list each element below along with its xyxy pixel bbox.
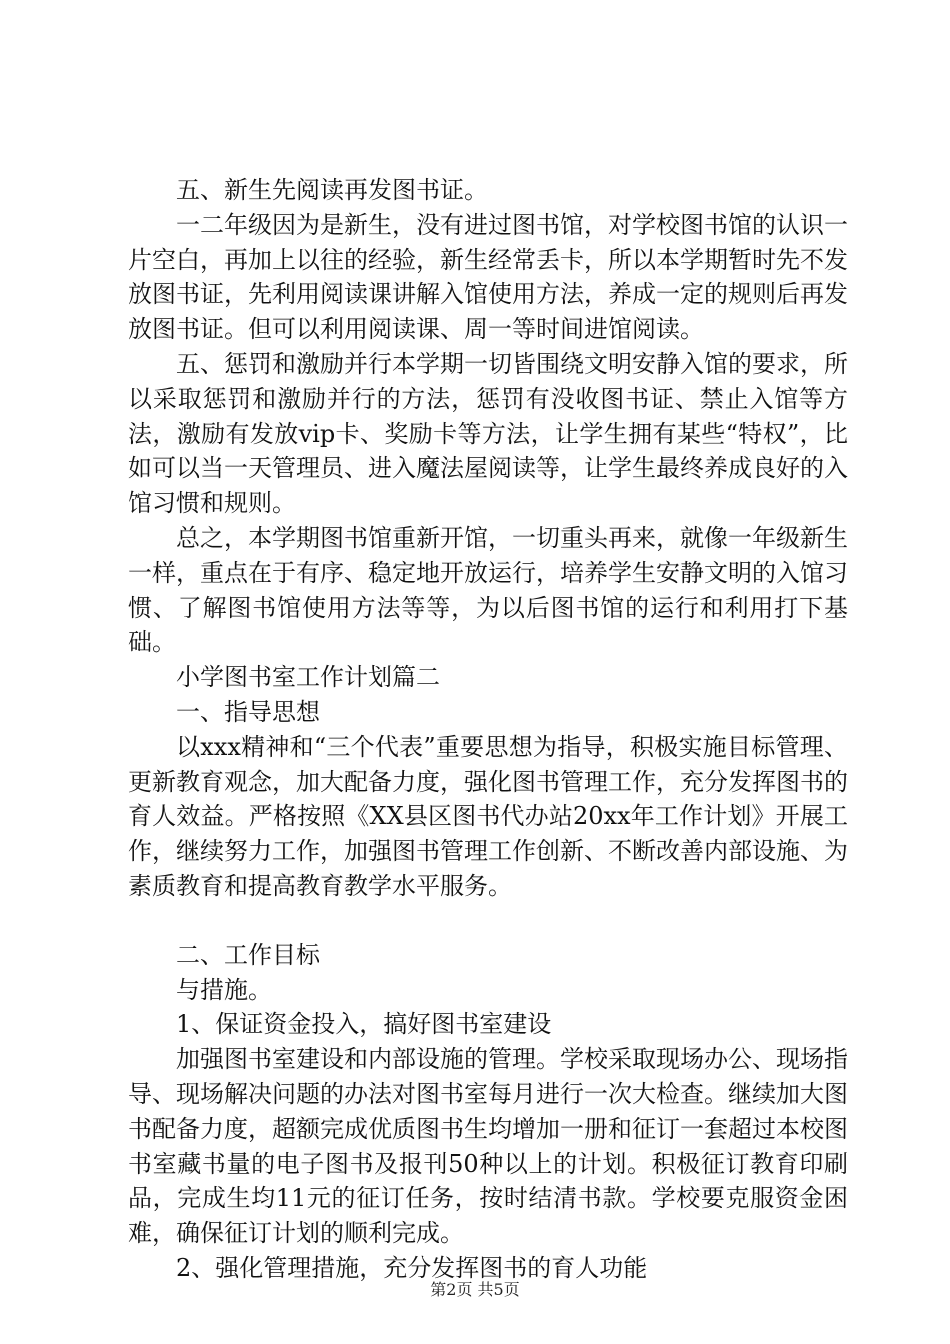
paragraph-guiding-thought: 以xxx精神和“三个代表”重要思想为指导，积极实施目标管理、更新教育观念，加大配备力度，强化图书管理工作，充分发挥图书的育人效益。严格按照《XX县区图书代办站20xx年工作计划》开展工作，继续努力工作，加强图书管理工作创新、不断改善内部设施、为素质教育和提高教育教学水平服务。: [128, 732, 848, 900]
paragraph-summary: 总之，本学期图书馆重新开馆，一切重头再来，就像一年级新生一样，重点在于有序、稳定地开放运行，培养学生安静文明的入馆习惯、了解图书馆使用方法等等，为以后图书馆的运行和利用打下基础。: [128, 523, 848, 657]
document-body: [128, 173, 848, 1286]
heading-guiding-thought: 一、指导思想: [176, 697, 320, 726]
paragraph-new-student-body: 一二年级因为是新生，没有进过图书馆，对学校图书馆的认识一片空白，再加上以往的经验，新生经常丢卡，所以本学期暂时先不发放图书证，先利用阅读课讲解入馆使用方法，养成一定的规则后再发放图书证。但可以利用阅读课、周一等时间进馆阅读。: [128, 210, 848, 344]
heading-management: 2、强化管理措施，充分发挥图书的育人功能: [176, 1253, 648, 1282]
paragraph-spacer: [128, 904, 848, 938]
page-footer: 第2页 共5页: [430, 1280, 520, 1299]
section-title-part-two: 小学图书室工作计划篇二: [176, 663, 440, 692]
paragraph-funding: 加强图书室建设和内部设施的管理。学校采取现场办公、现场指导、现场解决问题的办法对图书室每月进行一次大检查。继续加大图书配备力度，超额完成优质图书生均增加一册和征订一套超过本校图书室藏书量的电子图书及报刊50种以上的计划。积极征订教育印刷品，完成生均11元的征订任务，按时结清书款。学校要克服资金困难，确保征订计划的顺利完成。: [128, 1045, 848, 1248]
paragraph-new-student-heading: 五、新生先阅读再发图书证。: [176, 176, 488, 204]
heading-work-goals: 二、工作目标: [176, 940, 320, 969]
heading-funding: 1、保证资金投入，搞好图书室建设: [176, 1010, 552, 1039]
paragraph-reward-punish: 五、惩罚和激励并行本学期一切皆围绕文明安静入馆的要求，所以采取惩罚和激励并行的方法，惩罚有没收图书证、禁止入馆等方法，激励有发放vip卡、奖励卡等方法，让学生拥有某些“特权”，比如可以当一天管理员、进入魔法屋阅读等，让学生最终养成良好的入馆习惯和规则。: [128, 349, 848, 518]
heading-measures: 与措施。: [176, 975, 272, 1004]
